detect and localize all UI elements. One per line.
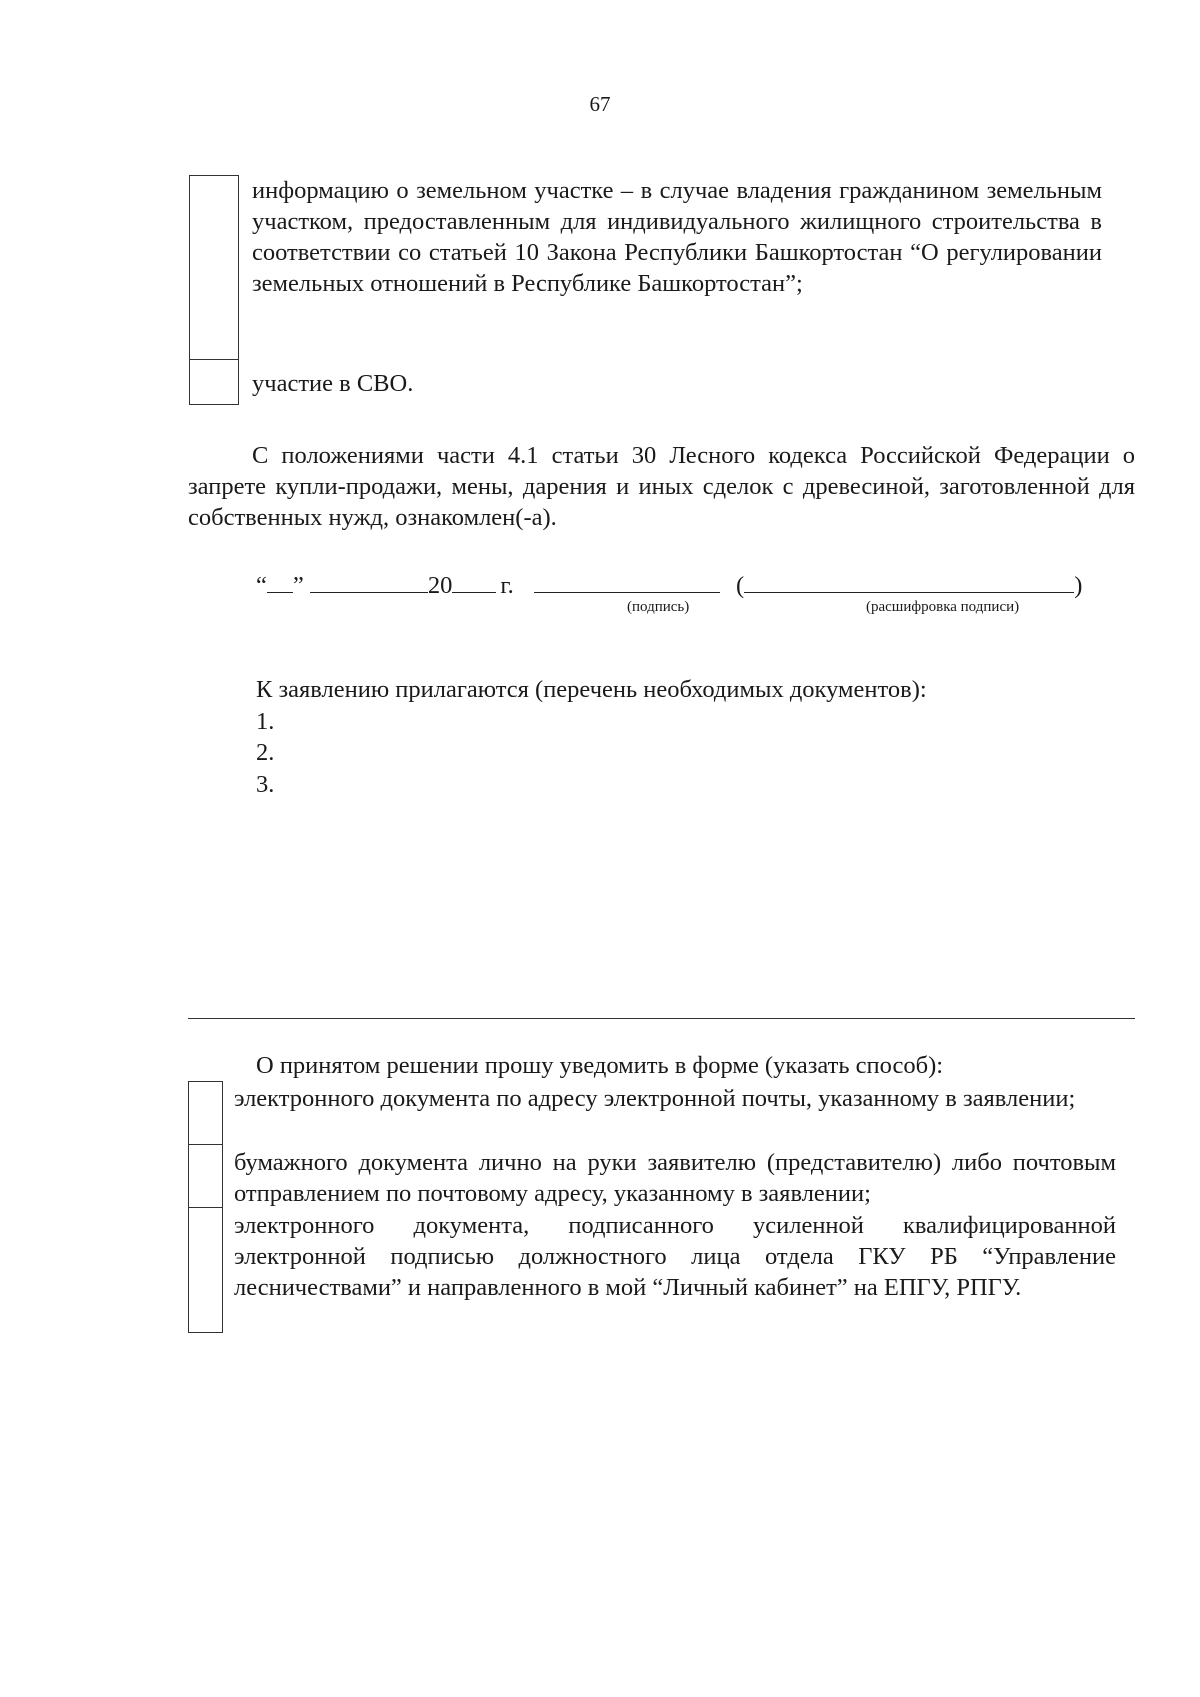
attachment-item-3: 3. [256,771,275,798]
checkbox-column-1 [189,175,239,405]
year-field[interactable] [452,570,496,593]
date-close-quote: ” [292,572,304,599]
checkbox-email-notice[interactable] [189,1082,223,1145]
year-prefix: 20 [427,572,453,599]
checkbox-land-info[interactable] [190,176,239,360]
open-paren: ( [736,572,745,599]
checkbox-svo[interactable] [190,360,239,405]
option-email-notice: электронного документа по адресу электронной почты, указанному в заявлении; [234,1085,1076,1112]
attachment-item-2: 2. [256,739,275,766]
option-svo: участие в СВО. [252,370,414,397]
checkbox-column-2 [188,1081,223,1333]
option-land-info: информацию о земельном участке – в случае владения гражданином земельным участком, предоставленным для индивидуального жилищного строительства в соответствии со статьей 10 Закона Республики Башкортостан “О регулировании земельных отношений в Республике Башкортостан”; [252,177,1102,297]
notification-heading: О принятом решении прошу уведомить в форме (указать способ): [256,1052,944,1079]
option-cabinet-notice: электронного документа, подписанного усиленной квалифицированной электронной подписью должностного лица отдела ГКУ РБ “Управление лесничествами” и направленного в мой “Личный кабинет” на ЕПГУ, РПГУ. [234,1212,1116,1301]
signature-decoding-field[interactable] [744,570,1074,593]
date-open-quote: “ [256,572,267,599]
signature-field[interactable] [534,570,720,593]
signature-line [256,570,1082,600]
close-paren: ) [1074,572,1083,599]
page-number: 67 [589,92,611,116]
decoding-caption: (расшифровка подписи) [866,599,1020,615]
section-divider [188,1018,1135,1019]
acknowledgement-paragraph: С положениями части 4.1 статьи 30 Лесного кодекса Российской Федерации о запрете купли-продажи, мены, дарения и иных сделок с древесиной, заготовленной для собственных нужд, ознакомлен(-а). [188,442,1135,531]
attachments-heading: К заявлению прилагаются (перечень необходимых документов): [256,676,927,703]
attachment-item-1: 1. [256,708,275,735]
signature-caption: (подпись) [627,599,690,615]
month-field[interactable] [310,570,428,593]
checkbox-paper-notice[interactable] [189,1145,223,1208]
checkbox-cabinet-notice[interactable] [189,1208,223,1333]
day-field[interactable] [267,570,293,593]
option-paper-notice: бумажного документа лично на руки заявителю (представителю) либо почтовым отправлением по почтовому адресу, указанному в заявлении; [234,1149,1116,1207]
year-suffix: г. [500,572,514,599]
